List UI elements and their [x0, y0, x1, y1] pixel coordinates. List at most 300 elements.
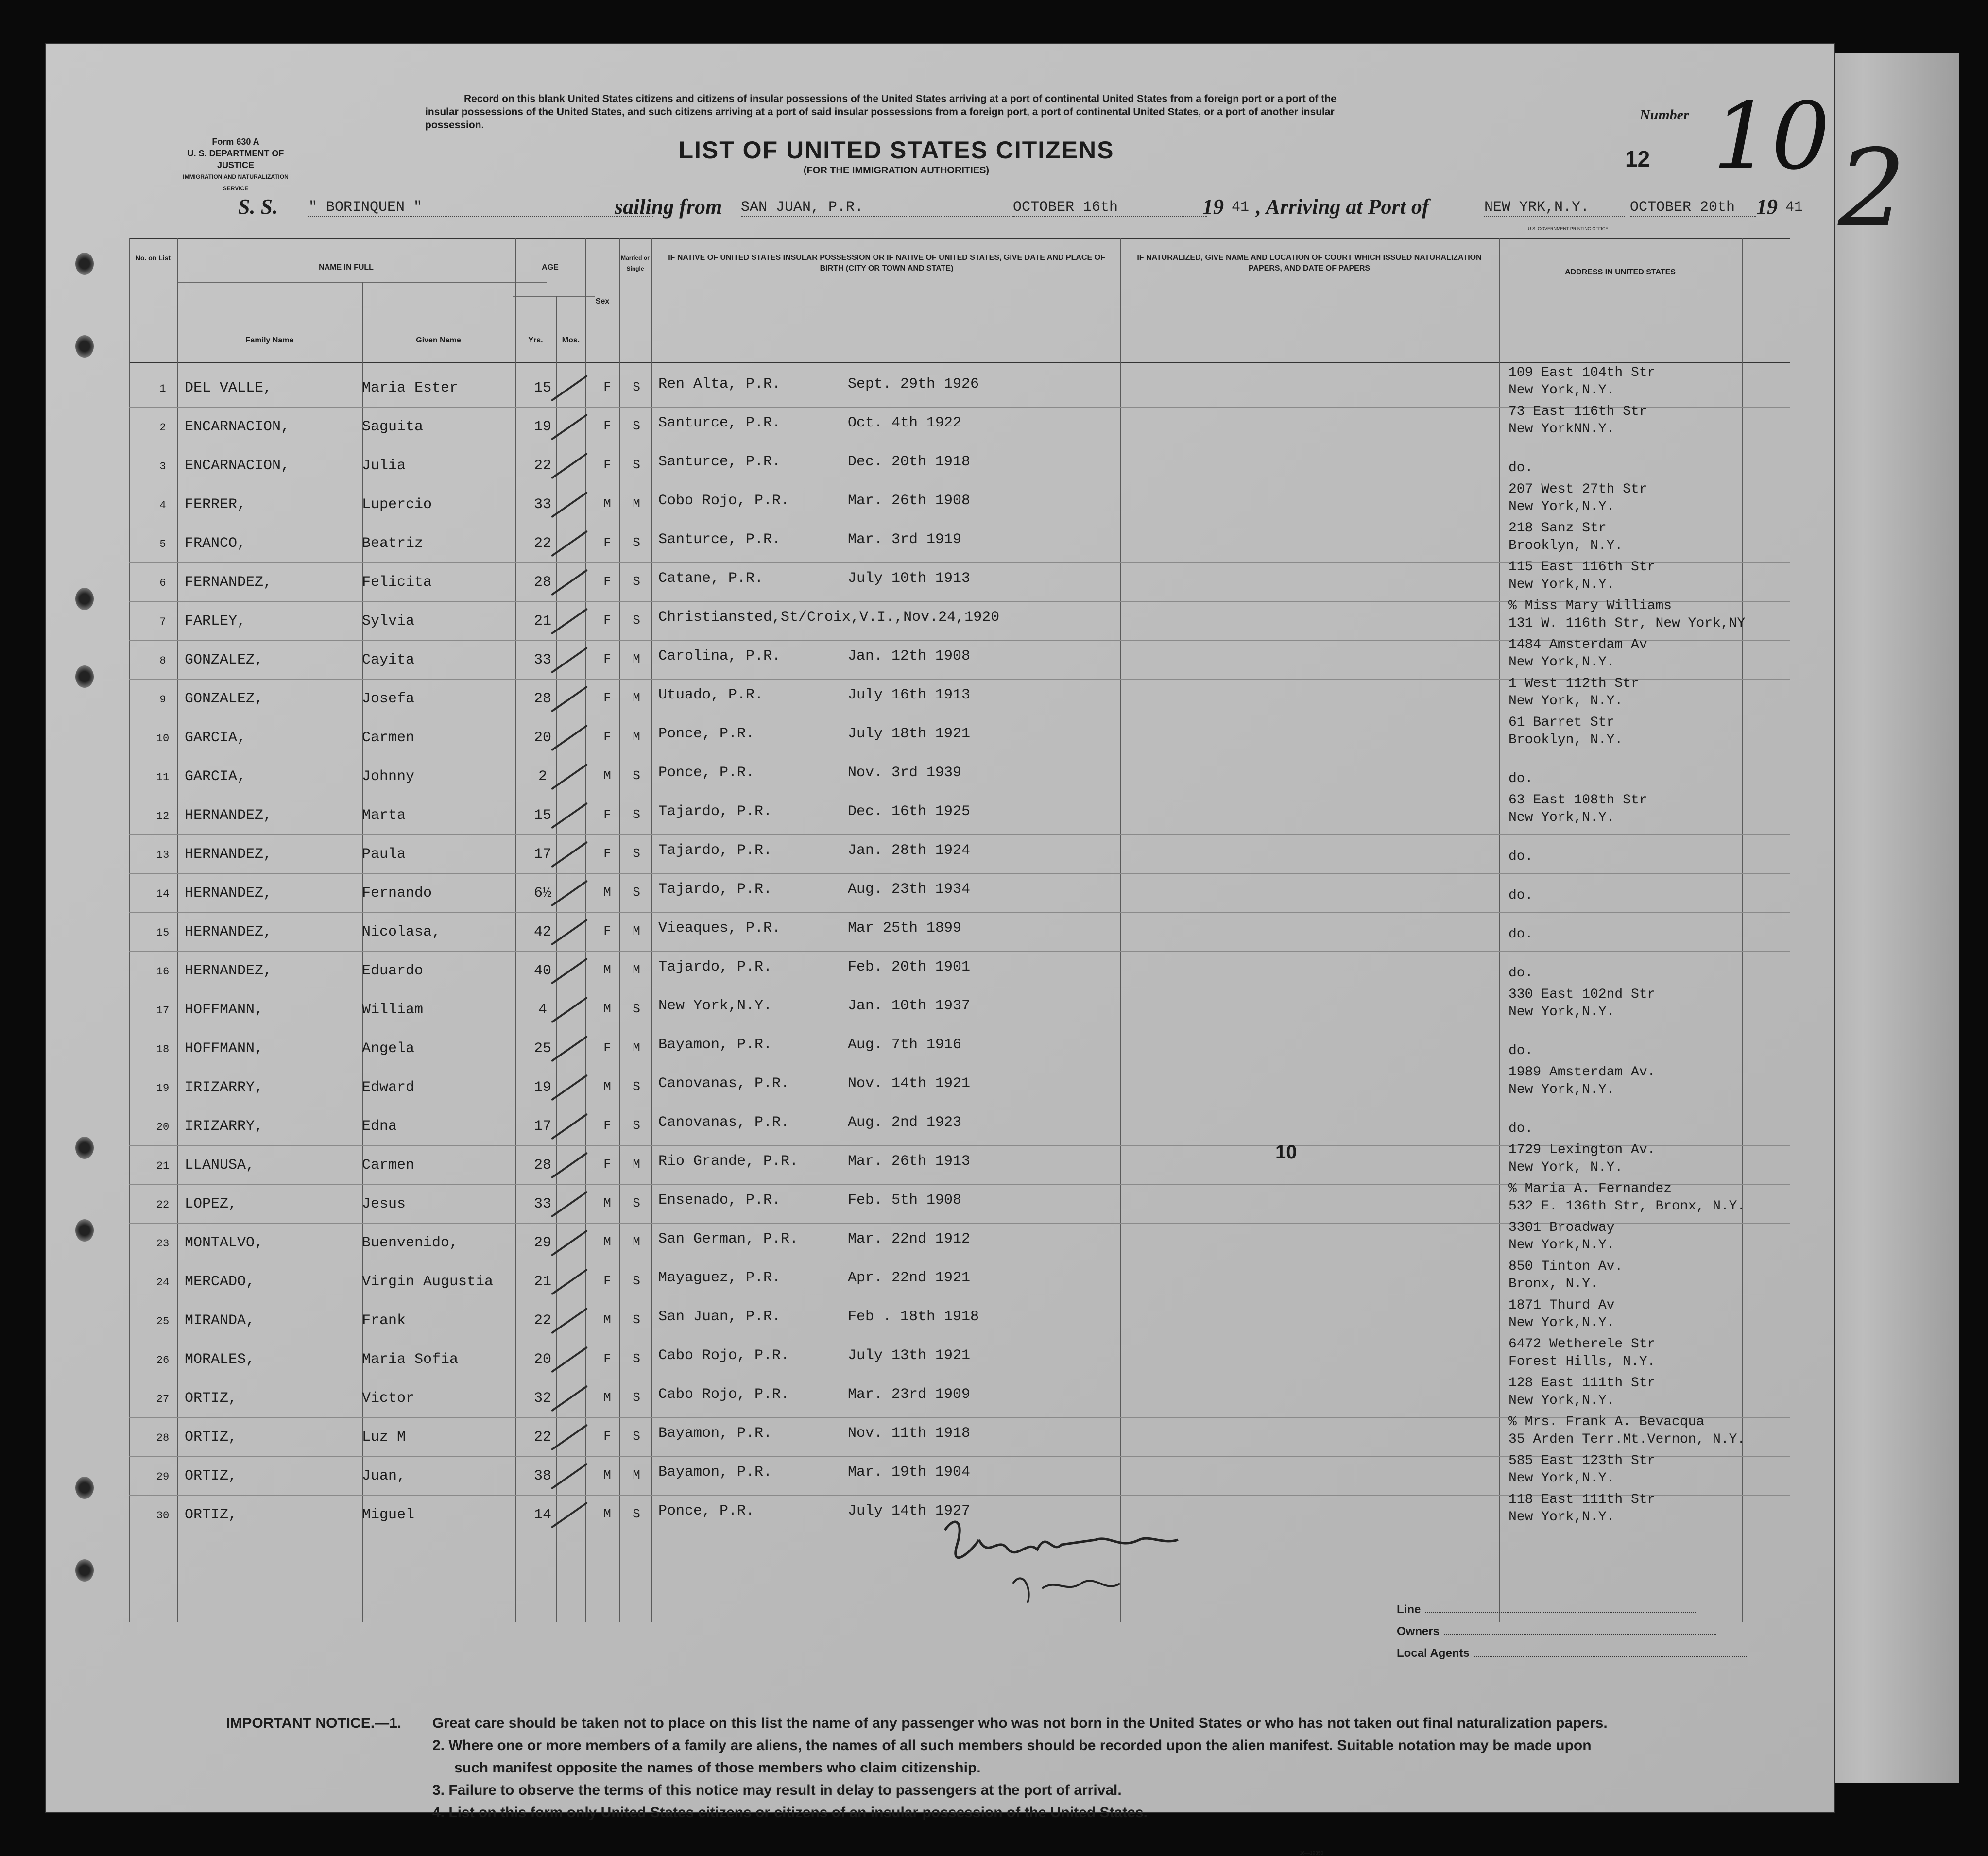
address-line-1: 109 East 104th Str [1508, 365, 1656, 380]
address-line-2: New York,N.Y. [1508, 1315, 1615, 1330]
age-years: 42 [533, 924, 551, 940]
table-row [129, 1181, 1790, 1224]
line-blank [1425, 1612, 1697, 1613]
given-name: Sylvia [362, 613, 415, 630]
sex: M [603, 1079, 611, 1094]
marital-status: S [633, 1507, 640, 1521]
address-line-2: New York,N.Y. [1508, 577, 1615, 592]
birth-place: Ponce, P.R. [658, 765, 755, 781]
age-years: 22 [533, 1312, 551, 1329]
family-name: FRANCO, [185, 535, 246, 552]
birth-date: Mar. 23rd 1909 [848, 1386, 971, 1403]
birth-date: Mar. 19th 1904 [848, 1464, 971, 1481]
birth-date: Mar. 22nd 1912 [848, 1231, 971, 1247]
page-subtitle: (FOR THE IMMIGRATION AUTHORITIES) [803, 165, 990, 176]
family-name: IRIZARRY, [185, 1118, 264, 1135]
birth-place: Tajardo, P.R. [658, 959, 772, 975]
marital-status: S [633, 419, 640, 433]
local-agents-label: Local Agents [1397, 1647, 1470, 1660]
arrival-date: OCTOBER 20th [1630, 199, 1756, 217]
age-years: 20 [533, 730, 551, 746]
row-number: 19 [156, 1082, 170, 1094]
table-row [129, 715, 1790, 758]
header-sex: Sex [595, 297, 610, 306]
address-line-2: New York,N.Y. [1508, 1510, 1615, 1525]
address-line-2: New York,N.Y. [1508, 383, 1615, 398]
table-row [129, 913, 1790, 952]
row-number: 13 [156, 849, 170, 861]
birth-place: New York,N.Y. [658, 998, 772, 1014]
row-number: 16 [156, 966, 170, 978]
sex: F [603, 1040, 611, 1055]
header-birth-place-date: IF NATIVE OF UNITED STATES INSULAR POSSESSION OR IF NATIVE OF UNITED STATES, GIVE DATE AND PLACE OF BIRTH (CITY OR TOWN AND STATE) [668, 254, 1105, 272]
birth-date: July 10th 1913 [848, 570, 971, 587]
family-name: HERNANDEZ, [185, 885, 273, 902]
center-annotation: 10 [1275, 1141, 1297, 1163]
sex: M [603, 496, 611, 511]
birth-place: San German, P.R. [658, 1231, 799, 1247]
family-name: HERNANDEZ, [185, 846, 273, 863]
birth-date: Nov. 14th 1921 [848, 1075, 971, 1092]
address-line-2: New York,N.Y. [1508, 1471, 1615, 1486]
punch-hole [75, 335, 94, 358]
family-name: GONZALEZ, [185, 691, 264, 707]
age-years: 22 [533, 535, 551, 552]
sex: F [603, 730, 611, 744]
punch-hole [75, 665, 94, 688]
service-name: IMMIGRATION AND NATURALIZATION SERVICE [183, 173, 289, 192]
family-name: FERRER, [185, 496, 246, 513]
arriving-label: , Arriving at Port of [1256, 195, 1429, 219]
sex: F [603, 807, 611, 822]
sex: M [603, 1002, 611, 1016]
birth-date: Feb. 20th 1901 [848, 959, 971, 975]
address-line-2: New York, N.Y. [1508, 694, 1623, 709]
table-row [129, 1030, 1790, 1069]
address-line-2: New York,N.Y. [1508, 1393, 1615, 1408]
marital-status: M [633, 730, 640, 744]
department-name: U. S. DEPARTMENT OF JUSTICE [187, 149, 284, 170]
family-name: ENCARNACION, [185, 419, 290, 435]
address-line-1: 61 Barret Str [1508, 715, 1615, 730]
age-header-rule [513, 296, 595, 297]
given-name: Johnny [362, 768, 415, 785]
address-line-1: % Mrs. Frank A. Bevacqua [1508, 1414, 1705, 1430]
table-row [129, 1337, 1790, 1379]
local-agents-blank [1474, 1656, 1747, 1657]
family-name: GONZALEZ, [185, 652, 264, 668]
age-years: 33 [533, 496, 551, 513]
marital-status: S [633, 458, 640, 472]
birth-place: Cobo Rojo, P.R. [658, 493, 790, 509]
sex: F [603, 924, 611, 938]
age-years: 4 [538, 1002, 547, 1018]
birth-place: Santurce, P.R. [658, 531, 781, 548]
birth-place: Cabo Rojo, P.R. [658, 1386, 790, 1403]
row-number: 24 [156, 1277, 170, 1289]
table-row [129, 598, 1790, 641]
notice-item-1: Great care should be taken not to place on this list the name of any passenger who was not born in the United States or who has not taken out final naturalization papers. [432, 1715, 1608, 1731]
given-name: Buenvenido, [362, 1235, 459, 1251]
address-line-2: do. [1508, 1043, 1533, 1058]
marital-status: S [633, 1312, 640, 1327]
row-number: 7 [159, 616, 166, 628]
sex: F [603, 652, 611, 666]
birth-date: Feb. 5th 1908 [848, 1192, 962, 1209]
sex: F [603, 1429, 611, 1444]
family-name: HOFFMANN, [185, 1040, 264, 1057]
address-line-2: Bronx, N.Y. [1508, 1277, 1598, 1292]
form-instructions: Record on this blank United States citizens and citizens of insular possessions of the United States arriving at a port of continental United States from a foreign port or a port of the insular possessions of the United States, and such citizens arriving at a port of said insular possessions from a foreign port, a port of continental United States, or a port of another insular possession. [425, 93, 1337, 131]
handwritten-signature [935, 1511, 1188, 1608]
family-name: IRIZARRY, [185, 1079, 264, 1096]
address-line-2: Brooklyn, N.Y. [1508, 538, 1623, 553]
address-line-2: New YorkNN.Y. [1508, 422, 1615, 437]
birth-place: Ren Alta, P.R. [658, 376, 781, 392]
sex: F [603, 1351, 611, 1366]
table-row [129, 1414, 1790, 1457]
adjacent-sheet-number: 2 [1838, 126, 1906, 251]
address-line-1: 218 Sanz Str [1508, 521, 1607, 536]
family-name: FARLEY, [185, 613, 246, 630]
marital-status: S [633, 1118, 640, 1133]
birth-place: Vieaques, P.R. [658, 920, 781, 937]
age-years: 28 [533, 691, 551, 707]
address-line-1: 585 East 123th Str [1508, 1453, 1656, 1468]
marital-status: M [633, 1468, 640, 1482]
birth-date: Aug. 2nd 1923 [848, 1114, 962, 1131]
birth-date: July 16th 1913 [848, 687, 971, 703]
address-line-2: New York, N.Y. [1508, 1160, 1623, 1175]
age-years: 21 [533, 1274, 551, 1290]
marital-status: S [633, 1429, 640, 1444]
table-row [129, 482, 1790, 525]
age-years: 20 [533, 1351, 551, 1368]
given-name: Eduardo [362, 963, 424, 979]
sex: M [603, 768, 611, 783]
table-row [129, 521, 1790, 563]
family-name: GARCIA, [185, 730, 246, 746]
age-years: 14 [533, 1507, 551, 1523]
row-number: 3 [159, 460, 166, 473]
row-number: 29 [156, 1471, 170, 1483]
row-number: 25 [156, 1315, 170, 1328]
given-name: Carmen [362, 730, 415, 746]
table-row [129, 835, 1790, 874]
row-number: 14 [156, 888, 170, 900]
given-name: Edward [362, 1079, 415, 1096]
sex: F [603, 458, 611, 472]
age-years: 17 [533, 1118, 551, 1135]
birth-date: Aug. 23th 1934 [848, 881, 971, 898]
row-number: 21 [156, 1160, 170, 1172]
birth-date: Mar. 26th 1908 [848, 493, 971, 509]
sex: M [603, 963, 611, 977]
given-name: Virgin Augustia [362, 1274, 494, 1290]
row-rule [129, 873, 1790, 874]
row-number: 17 [156, 1005, 170, 1017]
family-name: GARCIA, [185, 768, 246, 785]
birth-place: Bayamon, P.R. [658, 1425, 772, 1442]
address-line-2: 532 E. 136th Str, Bronx, N.Y. [1508, 1199, 1746, 1214]
given-name: Felicita [362, 574, 432, 591]
family-name: MORALES, [185, 1351, 255, 1368]
table-row [129, 447, 1790, 486]
address-line-2: 131 W. 116th Str, New York,NY [1508, 616, 1746, 631]
birth-date: Apr. 22nd 1921 [848, 1270, 971, 1286]
arrival-year: 41 [1785, 199, 1803, 216]
birth-place: Cabo Rojo, P.R. [658, 1347, 790, 1364]
marital-status: S [633, 613, 640, 628]
marital-status: S [633, 1079, 640, 1094]
table-row [129, 365, 1790, 408]
marital-status: M [633, 496, 640, 511]
birth-place: Ponce, P.R. [658, 726, 755, 742]
table-row [129, 1259, 1790, 1302]
sex: F [603, 846, 611, 861]
row-number: 8 [159, 655, 166, 667]
line-label: Line [1397, 1603, 1421, 1616]
given-name: Beatriz [362, 535, 424, 552]
row-number: 26 [156, 1354, 170, 1366]
address-line-2: do. [1508, 888, 1533, 903]
birth-date: Feb . 18th 1918 [848, 1309, 979, 1325]
family-name: ORTIZ, [185, 1390, 238, 1407]
table-row [129, 1142, 1790, 1185]
row-number: 28 [156, 1432, 170, 1444]
row-rule [129, 912, 1790, 913]
sex: M [603, 885, 611, 900]
table-row [129, 560, 1790, 602]
family-name: ORTIZ, [185, 1429, 238, 1446]
address-line-1: 3301 Broadway [1508, 1220, 1615, 1235]
address-line-2: do. [1508, 771, 1533, 786]
given-name: Carmen [362, 1157, 415, 1174]
birth-date: Nov. 3rd 1939 [848, 765, 962, 781]
marital-status: S [633, 807, 640, 822]
row-number: 4 [159, 499, 166, 511]
family-name: ORTIZ, [185, 1468, 238, 1484]
sex: M [603, 1196, 611, 1210]
address-line-2: New York,N.Y. [1508, 655, 1615, 670]
number-label: Number [1640, 107, 1689, 123]
age-years: 21 [533, 613, 551, 630]
address-line-2: New York,N.Y. [1508, 810, 1615, 825]
punch-hole [75, 1559, 94, 1582]
notice-item-2a: 2. Where one or more members of a family are aliens, the names of all such members should be recorded upon the alien manifest. Suitable notation may be made upon [432, 1737, 1592, 1754]
sex: F [603, 691, 611, 705]
owners-label: Owners [1397, 1625, 1440, 1638]
sex: F [603, 1157, 611, 1172]
row-number: 5 [159, 538, 166, 550]
given-name: Paula [362, 846, 406, 863]
form-number: Form 630 A [212, 137, 259, 147]
sex: M [603, 1468, 611, 1482]
address-line-2: New York,N.Y. [1508, 1005, 1615, 1020]
print-code: 16—19350 [1300, 1851, 1323, 1856]
table-row [129, 1107, 1790, 1146]
given-name: Julia [362, 458, 406, 474]
birth-date: Sept. 29th 1926 [848, 376, 979, 392]
sailing-from-port: SAN JUAN, P.R. [741, 199, 1023, 217]
owners-field [1397, 1625, 1716, 1638]
sex: F [603, 380, 611, 394]
marital-status: M [633, 652, 640, 666]
table-row [129, 987, 1790, 1030]
sailing-from-label: sailing from [615, 195, 722, 219]
address-line-1: 73 East 116th Str [1508, 404, 1647, 419]
marital-status: S [633, 1002, 640, 1016]
family-name: ORTIZ, [185, 1507, 238, 1523]
address-line-1: 1871 Thurd Av [1508, 1298, 1615, 1313]
address-line-2: do. [1508, 460, 1533, 476]
birth-date: Mar 25th 1899 [848, 920, 962, 937]
address-line-2: Brooklyn, N.Y. [1508, 732, 1623, 748]
marital-status: M [633, 924, 640, 938]
marital-status: M [633, 963, 640, 977]
family-name: HERNANDEZ, [185, 807, 273, 824]
given-name: Edna [362, 1118, 397, 1135]
age-years: 28 [533, 1157, 551, 1174]
birth-date: Mar. 3rd 1919 [848, 531, 962, 548]
printer-credit: U.S. GOVERNMENT PRINTING OFFICE [1528, 226, 1609, 231]
punch-hole [75, 253, 94, 275]
address-line-2: New York,N.Y. [1508, 1082, 1615, 1097]
line-field [1397, 1603, 1697, 1617]
sex: M [603, 1390, 611, 1405]
family-name: HERNANDEZ, [185, 963, 273, 979]
punch-hole [75, 1137, 94, 1159]
header-address: ADDRESS IN UNITED STATES [1565, 268, 1676, 276]
given-name: Frank [362, 1312, 406, 1329]
departure-year: 41 [1232, 199, 1250, 216]
row-number: 23 [156, 1238, 170, 1250]
arrival-port: NEW YRK,N.Y. [1484, 199, 1625, 217]
birth-place: Bayamon, P.R. [658, 1464, 772, 1481]
row-number: 22 [156, 1199, 170, 1211]
sex: M [603, 1507, 611, 1521]
address-line-1: 6472 Wetherele Str [1508, 1337, 1656, 1352]
local-agents-field [1397, 1647, 1747, 1660]
row-number: 27 [156, 1393, 170, 1405]
family-name: MERCADO, [185, 1274, 255, 1290]
marital-status: S [633, 1274, 640, 1288]
sex: F [603, 574, 611, 589]
header-married-or-single: Married or Single [621, 255, 650, 272]
row-number: 10 [156, 732, 170, 745]
age-years: 40 [533, 963, 551, 979]
row-number: 18 [156, 1043, 170, 1056]
birth-place: Bayamon, P.R. [658, 1037, 772, 1053]
marital-status: S [633, 846, 640, 861]
page-title: LIST OF UNITED STATES CITIZENS [678, 136, 1114, 164]
address-line-1: 118 East 111th Str [1508, 1492, 1656, 1507]
sex: F [603, 1118, 611, 1133]
age-years: 15 [533, 380, 551, 396]
header-mos: Mos. [562, 336, 580, 344]
birth-place: Mayaguez, P.R. [658, 1270, 781, 1286]
table-row [129, 676, 1790, 719]
birth-place: Tajardo, P.R. [658, 803, 772, 820]
header-naturalization: IF NATURALIZED, GIVE NAME AND LOCATION OF COURT WHICH ISSUED NATURALIZATION PAPERS, AND DATE OF PAPERS [1137, 254, 1482, 272]
sex: F [603, 419, 611, 433]
birth-date: Aug. 7th 1916 [848, 1037, 962, 1053]
birth-date: Dec. 20th 1918 [848, 454, 971, 470]
given-name: Jesus [362, 1196, 406, 1212]
table-row [129, 1220, 1790, 1263]
marital-status: S [633, 768, 640, 783]
family-name: MONTALVO, [185, 1235, 264, 1251]
row-number: 1 [159, 383, 166, 395]
header-age: AGE [542, 263, 559, 272]
marital-status: S [633, 1351, 640, 1366]
table-row [129, 874, 1790, 913]
sex: M [603, 1235, 611, 1249]
address-line-2: do. [1508, 966, 1533, 981]
birth-date: Mar. 26th 1913 [848, 1153, 971, 1170]
address-line-1: 63 East 108th Str [1508, 793, 1647, 808]
family-name: HOFFMANN, [185, 1002, 264, 1018]
birth-place: Canovanas, P.R. [658, 1075, 790, 1092]
row-number: 9 [159, 694, 166, 706]
birth-place: Tajardo, P.R. [658, 881, 772, 898]
birth-place: Utuado, P.R. [658, 687, 764, 703]
family-name: MIRANDA, [185, 1312, 255, 1329]
given-name: Cayita [362, 652, 415, 668]
birth-date: July 18th 1921 [848, 726, 971, 742]
owners-blank [1444, 1634, 1716, 1635]
birth-date: Jan. 28th 1924 [848, 842, 971, 859]
address-line-2: New York,N.Y. [1508, 499, 1615, 514]
address-line-1: 128 East 111th Str [1508, 1376, 1656, 1391]
birth-place: Canovanas, P.R. [658, 1114, 790, 1131]
table-row [129, 793, 1790, 835]
marital-status: M [633, 691, 640, 705]
marital-status: M [633, 1040, 640, 1055]
ss-label: S. S. [238, 195, 278, 219]
birth-place: Tajardo, P.R. [658, 842, 772, 859]
age-years: 17 [533, 846, 551, 863]
passenger-table [129, 238, 1790, 1622]
table-row [129, 404, 1790, 447]
family-name: LOPEZ, [185, 1196, 238, 1212]
age-years: 19 [533, 1079, 551, 1096]
marital-status: S [633, 574, 640, 589]
given-name: Maria Sofia [362, 1351, 459, 1368]
age-years: 38 [533, 1468, 551, 1484]
given-name: Miguel [362, 1507, 415, 1523]
given-name: Josefa [362, 691, 415, 707]
birth-place: Christiansted,St/Croix,V.I.,Nov.24,1920 [658, 609, 1000, 626]
table-row [129, 758, 1790, 797]
arrival-year-prefix: 19 [1756, 195, 1778, 219]
address-line-1: 115 East 116th Str [1508, 560, 1656, 575]
row-number: 6 [159, 577, 166, 589]
header-family-name: Family Name [245, 336, 294, 344]
birth-date: Jan. 10th 1937 [848, 998, 971, 1014]
marital-status: S [633, 380, 640, 394]
handwritten-number: 10 [1713, 83, 1830, 190]
sex: M [603, 1312, 611, 1327]
row-number: 12 [156, 810, 170, 822]
marital-status: S [633, 535, 640, 550]
birth-place: Ensenado, P.R. [658, 1192, 781, 1209]
birth-date: July 14th 1927 [848, 1503, 971, 1519]
given-name: William [362, 1002, 424, 1018]
address-line-1: 1729 Lexington Av. [1508, 1142, 1656, 1158]
notice-item-4: 4. List on this form only United States citizens or citizens of an insular possession of the United States. [432, 1805, 1148, 1821]
birth-place: Santurce, P.R. [658, 415, 781, 431]
